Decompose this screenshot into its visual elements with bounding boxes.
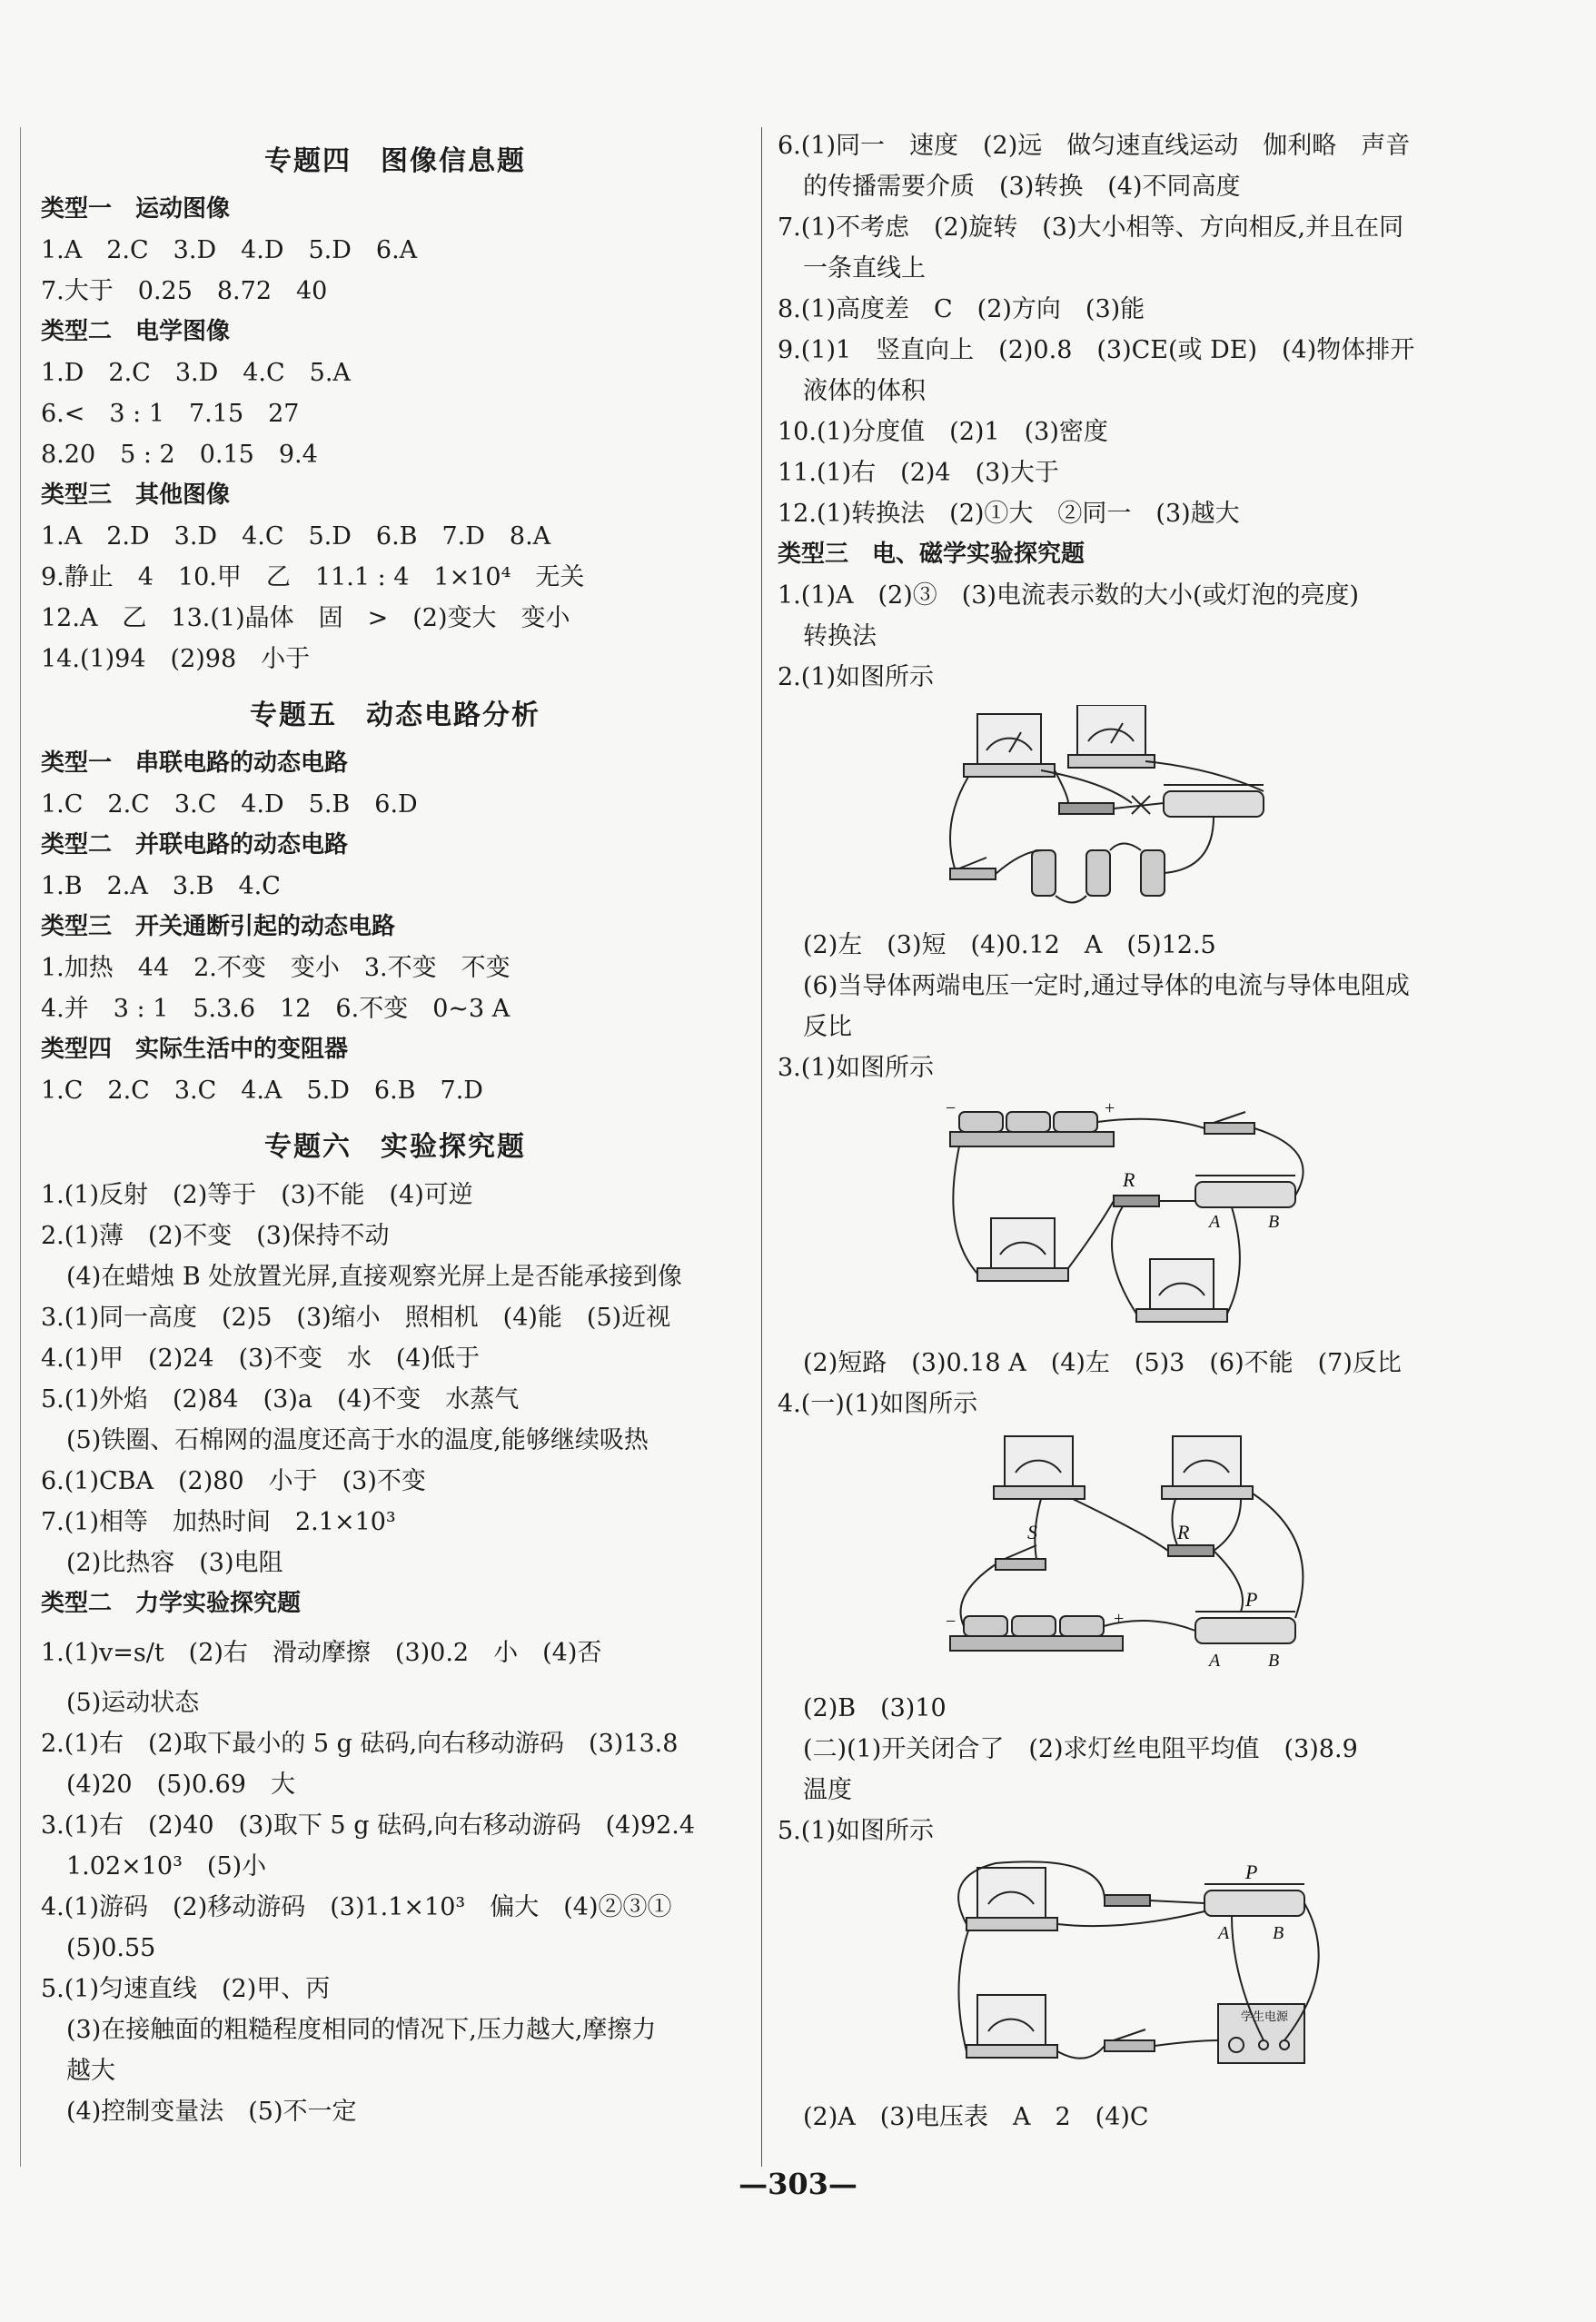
subsection-heading: 类型三 电、磁学实验探究题	[778, 541, 1085, 568]
answer-line: 8.(1)高度差 C (2)方向 (3)能	[778, 295, 1145, 323]
answer-line: 1.D 2.C 3.D 4.C 5.A	[41, 359, 351, 387]
answer-line: 4.(一)(1)如图所示	[778, 1390, 978, 1418]
fig4-label-r: R	[1177, 1521, 1190, 1543]
answer-line-continued: (2)左 (3)短 (4)0.12 A (5)12.5	[803, 931, 1216, 959]
fig2-figure	[941, 705, 1491, 918]
answer-line: 11.(1)右 (2)4 (3)大于	[778, 459, 1059, 487]
subsection-heading: 类型三 开关通断引起的动态电路	[41, 913, 396, 940]
answer-line: 2.(1)薄 (2)不变 (3)保持不动	[41, 1222, 390, 1250]
answer-line: 6.(1)同一 速度 (2)远 做匀速直线运动 伽利略 声音	[778, 132, 1411, 160]
answer-line: 1.(1)反射 (2)等于 (3)不能 (4)可逆	[41, 1181, 473, 1209]
subsection-heading: 类型一 运动图像	[41, 195, 231, 223]
answer-line: 7.(1)不考虑 (2)旋转 (3)大小相等、方向相反,并且在同	[778, 213, 1404, 242]
answer-line-continued: (6)当导体两端电压一定时,通过导体的电流与导体电阻成	[803, 972, 1410, 1000]
left-margin-rule	[20, 127, 21, 2167]
answer-line-continued: (4)控制变量法 (5)不一定	[66, 2098, 357, 2126]
answer-line: 1.C 2.C 3.C 4.A 5.D 6.B 7.D	[41, 1077, 483, 1105]
answer-line-continued: (5)铁圈、石棉网的温度还高于水的温度,能够继续吸热	[66, 1426, 649, 1454]
answer-line: 14.(1)94 (2)98 小于	[41, 645, 311, 673]
section-title: 专题四 图像信息题	[264, 145, 526, 177]
answer-line: 7.大于 0.25 8.72 40	[41, 277, 328, 305]
answer-line: 7.(1)相等 加热时间 2.1×10³	[41, 1508, 396, 1536]
answer-line: 5.(1)外焰 (2)84 (3)a (4)不变 水蒸气	[41, 1385, 520, 1414]
answer-line-continued: 1.02×10³ (5)小	[66, 1852, 267, 1880]
right-column	[778, 125, 1491, 2138]
answer-line: 5.(1)匀速直线 (2)甲、丙	[41, 1975, 331, 2003]
fig3-label-minus: −	[946, 1098, 957, 1118]
answer-line: 1.A 2.D 3.D 4.C 5.D 6.B 7.D 8.A	[41, 522, 551, 551]
answer-line-continued: (3)在接触面的粗糙程度相同的情况下,压力越大,摩擦力	[66, 2016, 657, 2044]
fig4-label-s: S	[1027, 1521, 1037, 1543]
answer-line: 3.(1)同一高度 (2)5 (3)缩小 照相机 (4)能 (5)近视	[41, 1304, 671, 1332]
fig4-label-b: B	[1268, 1651, 1280, 1671]
answer-line-continued: (2)A (3)电压表 A 2 (4)C	[803, 2103, 1149, 2131]
section-title: 专题六 实验探究题	[264, 1131, 526, 1163]
fig4-figure	[941, 1432, 1491, 1681]
answer-line: 6.< 3 : 1 7.15 27	[41, 400, 300, 428]
fig3-label-a: A	[1209, 1212, 1221, 1232]
answer-line-continued: (5)运动状态	[66, 1689, 200, 1717]
subsection-heading: 类型三 其他图像	[41, 481, 231, 509]
answer-line-continued: (2)B (3)10	[803, 1694, 947, 1722]
left-column	[41, 125, 749, 2132]
fig3-figure	[941, 1096, 1491, 1335]
answer-line: 12.(1)转换法 (2)①大 ②同一 (3)越大	[778, 500, 1240, 528]
answer-line: 5.(1)如图所示	[778, 1817, 935, 1845]
fig4-label-p: P	[1245, 1588, 1258, 1611]
answer-line-continued: 转换法	[803, 622, 877, 650]
fig5-label-a: A	[1218, 1923, 1230, 1943]
answer-line-continued: (4)在蜡烛 B 处放置光屏,直接观察光屏上是否能承接到像	[66, 1263, 682, 1291]
subsection-heading: 类型二 并联电路的动态电路	[41, 831, 349, 858]
fig4-label-minus: −	[946, 1612, 957, 1632]
answer-line: 3.(1)右 (2)40 (3)取下 5 g 砝码,向右移动游码 (4)92.4	[41, 1811, 696, 1840]
answer-line: 1.C 2.C 3.C 4.D 5.B 6.D	[41, 790, 418, 819]
answer-line-continued: 反比	[803, 1013, 852, 1041]
answer-line: 4.并 3 : 1 5.3.6 12 6.不变 0~3 A	[41, 995, 511, 1023]
page-number: —303—	[739, 2167, 857, 2201]
answer-line: 10.(1)分度值 (2)1 (3)密度	[778, 418, 1108, 446]
answer-line: 3.(1)如图所示	[778, 1054, 935, 1082]
fig4-label-a: A	[1209, 1651, 1221, 1671]
answer-line-continued: (4)20 (5)0.69 大	[66, 1771, 295, 1799]
fig3-label-plus: +	[1105, 1098, 1115, 1118]
column-divider	[761, 127, 762, 2167]
answer-line: 8.20 5 : 2 0.15 9.4	[41, 441, 318, 469]
answer-line: 4.(1)游码 (2)移动游码 (3)1.1×10³ 偏大 (4)②③①	[41, 1893, 672, 1921]
subsection-heading: 类型二 电学图像	[41, 318, 231, 345]
answer-line: 1.(1)v=s/t (2)右 滑动摩擦 (3)0.2 小 (4)否	[41, 1639, 602, 1667]
answer-line-continued: 越大	[66, 2057, 115, 2085]
fig5-label-p: P	[1245, 1861, 1258, 1883]
answer-line: 1.(1)A (2)③ (3)电流表示数的大小(或灯泡的亮度)	[778, 581, 1360, 610]
circuit-diagram-fig5	[941, 1859, 1341, 2086]
answer-line-continued: 温度	[803, 1776, 852, 1804]
answer-line: 2.(1)如图所示	[778, 663, 935, 691]
fig5-label-b: B	[1273, 1923, 1284, 1943]
circuit-diagram-fig4	[941, 1432, 1323, 1677]
fig5-power-supply-label: 学生电源	[1241, 2010, 1289, 2024]
answer-line: 2.(1)右 (2)取下最小的 5 g 砝码,向右移动游码 (3)13.8	[41, 1730, 679, 1758]
answer-line-continued: (2)比热容 (3)电阻	[66, 1549, 283, 1577]
subsection-heading: 类型一 串联电路的动态电路	[41, 749, 349, 777]
answer-line-continued: (二)(1)开关闭合了 (2)求灯丝电阻平均值 (3)8.9	[803, 1735, 1358, 1763]
answer-line: 4.(1)甲 (2)24 (3)不变 水 (4)低于	[41, 1345, 481, 1373]
answer-line: 9.静止 4 10.甲 乙 11.1 : 4 1×10⁴ 无关	[41, 563, 585, 591]
answer-line: 1.A 2.C 3.D 4.D 5.D 6.A	[41, 236, 418, 264]
answer-line: 9.(1)1 竖直向上 (2)0.8 (3)CE(或 DE) (4)物体排开	[778, 336, 1415, 364]
answer-line: 6.(1)CBA (2)80 小于 (3)不变	[41, 1467, 426, 1495]
section-title: 专题五 动态电路分析	[250, 700, 540, 731]
fig3-label-b: B	[1268, 1212, 1280, 1232]
fig4-label-plus: +	[1114, 1609, 1125, 1629]
answer-line-continued: (5)0.55	[66, 1934, 156, 1962]
subsection-heading: 类型四 实际生活中的变阻器	[41, 1036, 349, 1063]
answer-line-continued: 的传播需要介质 (3)转换 (4)不同高度	[803, 173, 1241, 201]
fig5-figure	[941, 1859, 1491, 2089]
circuit-diagram-fig2	[941, 705, 1286, 914]
answer-line-continued: 一条直线上	[803, 254, 926, 283]
answer-line: 1.加热 44 2.不变 变小 3.不变 不变	[41, 954, 511, 982]
answer-line-continued: 液体的体积	[803, 377, 926, 405]
answer-line-continued: (2)短路 (3)0.18 A (4)左 (5)3 (6)不能 (7)反比	[803, 1349, 1402, 1377]
subsection-heading: 类型二 力学实验探究题	[41, 1590, 302, 1617]
answer-line: 1.B 2.A 3.B 4.C	[41, 872, 281, 900]
answer-line: 12.A 乙 13.(1)晶体 固 > (2)变大 变小	[41, 604, 570, 632]
fig3-label-r: R	[1123, 1168, 1135, 1191]
circuit-diagram-fig3	[941, 1096, 1323, 1332]
